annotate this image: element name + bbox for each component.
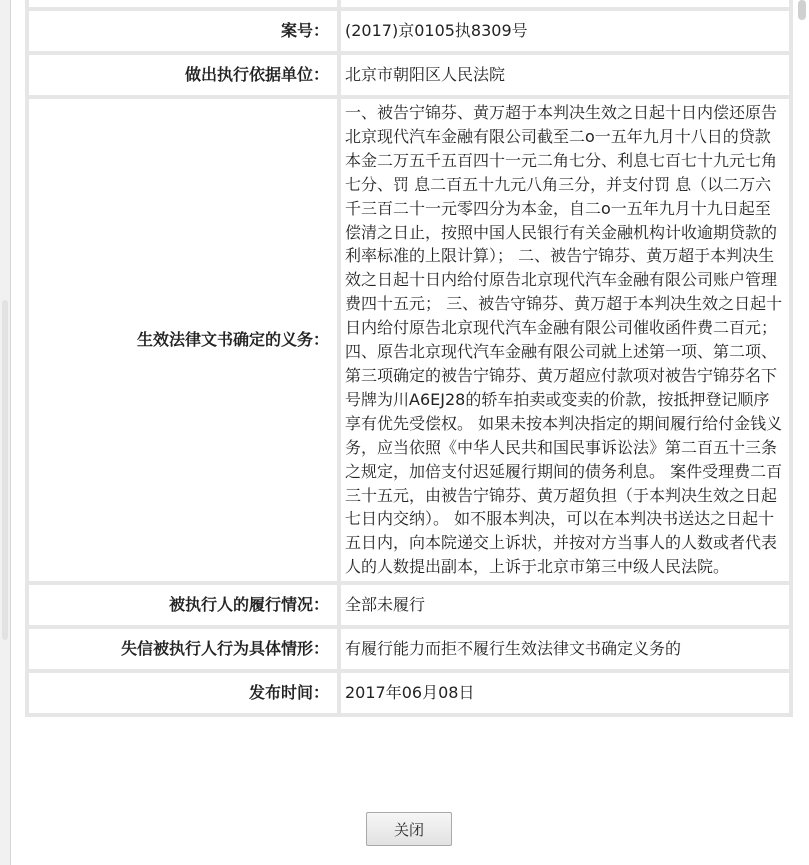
table-row-dishonest-behavior <box>29 629 789 669</box>
table-row-publish-date <box>29 673 789 713</box>
performance-status-value: 全部未履行 <box>341 585 789 625</box>
top-empty-label-cell <box>29 0 337 7</box>
publish-date-value: 2017年06月08日 <box>341 673 789 713</box>
dishonest-behavior-value: 有履行能力而拒不履行生效法律文书确定义务的 <box>341 629 789 669</box>
table-row-case-number <box>29 11 789 51</box>
performance-status-label: 被执行人的履行情况： <box>29 585 337 625</box>
table-row-issuing-court <box>29 55 789 95</box>
obligations-value: 一、被告宁锦芬、黄万超于本判决生效之日起十日内偿还原告北京现代汽车金融有限公司截至二o一五年九月十八日的贷款本金二万五千五百四十一元二角七分、利息七百七十九元七角七分、罚 息二百五十九元八角三分，并支付罚 息（以二万六千三百二十一元零四分为本金，自二o一五年九月十九日起至偿清之日止，按照中国人民银行有关金融机构计收逾期贷款的利率标准的上限计算）； 二、被告宁锦芬、黄万超于本判决生效之日起十日内给付原告北京现代汽车金融有限公司账户管理费四十五元； 三、被告守锦芬、黄万超于本判决生效之日起十日内给付原告北京现代汽车金融有限公司催收函件费二百元； 四、原告北京现代汽车金融有限公司就上述第一项、第二项、第三项确定的被告宁锦芬、黄万超应付款项对被告宁锦芬名下号牌为川A6EJ28的轿车拍卖或变卖的价款，按抵押登记顺序享有优先受偿权。 如果未按本判决指定的期间履行给付金钱义务，应当依照《中华人民共和国民事诉讼法》第二百五十三条之规定，加倍支付迟延履行期间的债务利息。 案件受理费二百三十五元，由被告宁锦芬、黄万超负担（于本判决生效之日起七日内交纳）。 如不服本判决，可以在本判决书送达之日起十五日内，向本院递交上诉状，并按对方当事人的人数或者代表人的人数提出副本，上诉于北京市第三中级人民法院。 <box>341 99 789 581</box>
publish-date-label: 发布时间： <box>29 673 337 713</box>
obligations-label: 生效法律文书确定的义务： <box>29 99 337 581</box>
table-row-obligations <box>29 99 789 581</box>
issuing-court-value: 北京市朝阳区人民法院 <box>341 55 789 95</box>
left-edge-grip <box>2 300 8 640</box>
case-detail-table <box>25 0 793 717</box>
scrollbar-thumb[interactable] <box>798 0 806 20</box>
table-row-top <box>29 0 789 7</box>
left-window-edge <box>0 0 11 865</box>
issuing-court-label: 做出执行依据单位： <box>29 55 337 95</box>
vertical-scrollbar[interactable] <box>795 0 809 865</box>
dishonest-behavior-label: 失信被执行人行为具体情形： <box>29 629 337 669</box>
table-row-performance-status <box>29 585 789 625</box>
case-number-label: 案号： <box>29 11 337 51</box>
close-button[interactable]: 关闭 <box>366 812 452 846</box>
case-number-value: (2017)京0105执8309号 <box>341 11 789 51</box>
top-empty-value-cell <box>341 0 789 7</box>
